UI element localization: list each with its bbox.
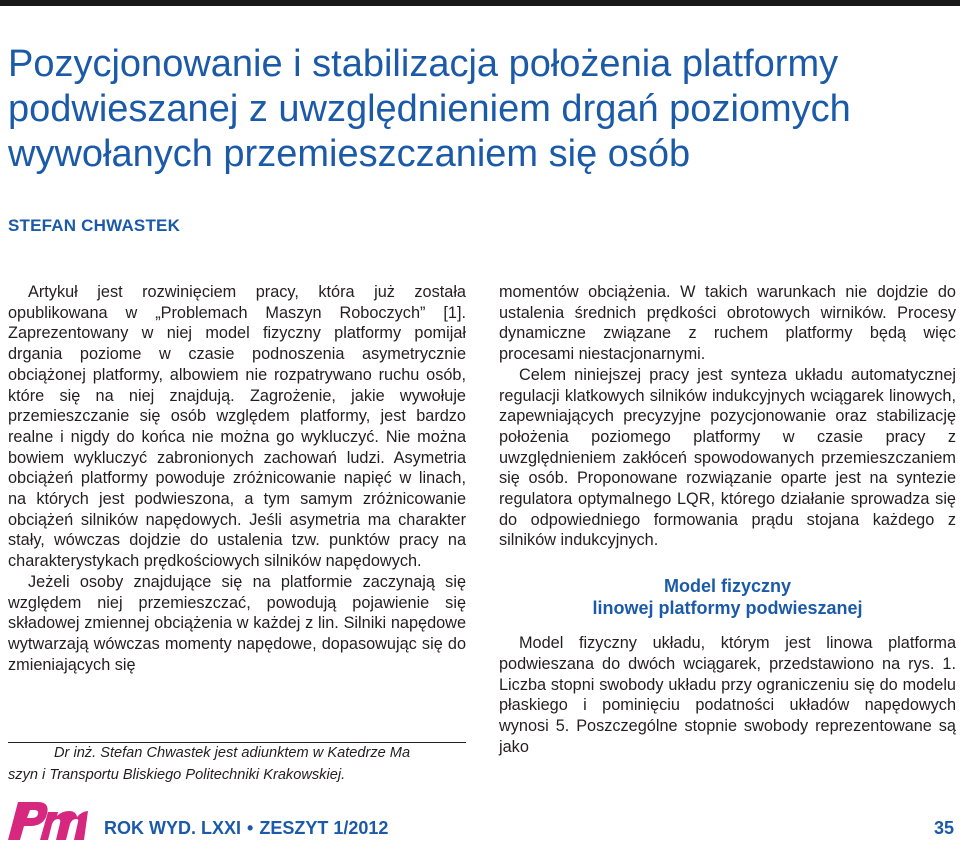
left-paragraph-2: Jeżeli osoby znajdujące się na platformie zaczynają się względem niej przemieszczać, powodują pojawienie się składowej zmiennej obciążenia w każdej z lin. Silniki napędowe wytwarzają wówczas momenty napędowe, dopasowując się do zmieniających się — [8, 572, 466, 674]
right-paragraph-2: Celem niniejszej pracy jest synteza układu automatycznej regulacji klatkowych silników indukcyjnych wciągarek linowych, zapewniających precyzyjne pozycjonowanie oraz stabilizację położenia poziomego platformy w czasie pracy z uwzględnieniem zakłóceń spowodowanych przemieszczaniem się osób. Proponowane rozwiązanie oparte jest na syntezie regulatora optymalnego LQR, którego działanie sprowadza się do odpowiedniego formowania prądu stojana każdego z silników indukcyjnych. — [499, 365, 956, 550]
section-heading — [499, 575, 956, 619]
footer-year: ROK WYD. LXXI — [104, 818, 242, 838]
footnote-line-1: Dr inż. Stefan Chwastek jest adiunktem w Katedrze Ma — [54, 745, 411, 761]
journal-logo-icon — [2, 796, 88, 844]
top-rule — [0, 0, 960, 6]
article-title — [8, 42, 953, 177]
page-number: 35 — [933, 818, 954, 838]
right-paragraph-3: Model fizyczny układu, którym jest linowa platforma podwieszana do dwóch wciągarek, przedstawiono na rys. 1. Liczba stopni swobody układu przy ograniczeniu się do modelu płaskiego i pominięciu podatności układów napędowych wynosi 5. Poszczególne stopnie swobody reprezentowane są jako — [499, 634, 956, 756]
left-column — [8, 282, 466, 675]
footnote-line-2: szyn i Transportu Bliskiego Politechniki Krakowskiej. — [8, 767, 346, 783]
title-line-3: wywołanych przemieszczaniem się osób — [8, 133, 691, 175]
footer-issue: ZESZYT 1/2012 — [259, 818, 389, 838]
footer-journal-info — [104, 818, 388, 839]
right-paragraph-1: momentów obciążenia. W takich warunkach nie dojdzie do ustalenia średnich prędkości obrotowych wirników. Procesy dynamiczne związane z ruchem platformy będą więc procesami niestacjonarnymi. — [499, 283, 956, 364]
left-paragraph-1: Artykuł jest rozwinięciem pracy, która już została opublikowana w „Problemach Maszyn Roboczych” [1]. Zaprezentowany w niej model fizyczny platformy pomijał drgania poziome w czasie podnoszenia asymetrycznie obciążonej platformy, albowiem nie rozpatrywano ruchu osób, które się na niej znajdują. Zagrożenie, jakie wywołuje przemieszczanie się osób względem platformy, jest bardzo realne i nigdy do końca nie można go wykluczyć. Nie można bowiem wykluczyć zabronionych zachowań ludzi. Asymetria obciążeń platformy powoduje zróżnicowanie napięć w linach, na których jest podwieszona, a tym samym zróżnicowanie obciążeń silników napędowych. Jeśli asymetria ma charakter stały, wówczas dojdzie do ustalenia tzw. punktów pracy na charakterystykach prędkościowych silników napędowych. — [8, 283, 466, 571]
right-column — [499, 282, 956, 757]
section-heading-line-2: linowej platformy podwieszanej — [592, 598, 863, 619]
footer-bullet: • — [247, 818, 254, 838]
title-line-1: Pozycjonowanie i stabilizacja położenia platformy — [8, 43, 839, 85]
title-line-2: podwieszanej z uwzględnieniem drgań poziomych — [8, 88, 851, 130]
author-name: STEFAN CHWASTEK — [8, 216, 181, 235]
section-heading-line-1: Model fizyczny — [663, 576, 792, 597]
author-footnote — [8, 742, 466, 786]
